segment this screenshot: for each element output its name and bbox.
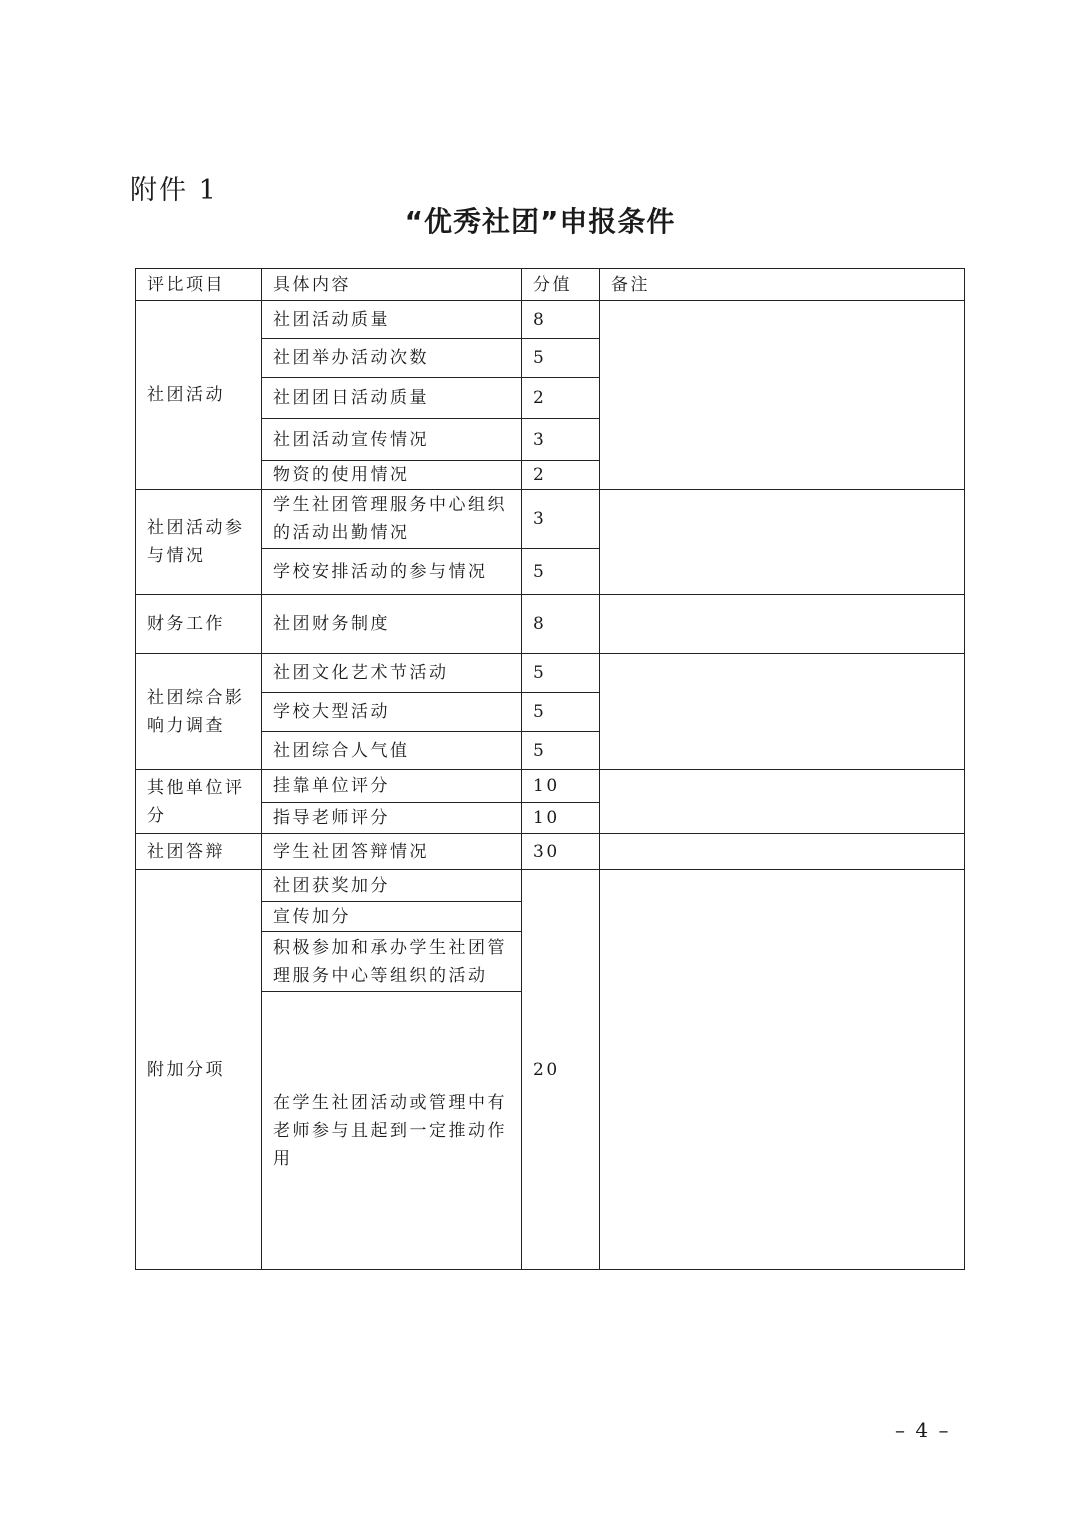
content-cell: 社团活动宣传情况 bbox=[262, 419, 522, 461]
score-cell: 5 bbox=[522, 654, 600, 693]
score-cell: 2 bbox=[522, 378, 600, 419]
score-cell: 20 bbox=[522, 870, 600, 1270]
table-row bbox=[136, 490, 965, 549]
content-cell: 学校安排活动的参与情况 bbox=[262, 549, 522, 595]
table-row bbox=[136, 595, 965, 654]
score-cell: 30 bbox=[522, 834, 600, 870]
content-cell: 学校大型活动 bbox=[262, 693, 522, 732]
remarks-cell bbox=[600, 770, 965, 834]
table-row bbox=[136, 654, 965, 693]
category-cell: 社团活动参与情况 bbox=[136, 490, 262, 595]
header-category: 评比项目 bbox=[136, 269, 262, 301]
content-cell: 社团活动质量 bbox=[262, 301, 522, 339]
content-cell: 宣传加分 bbox=[262, 902, 522, 932]
remarks-cell bbox=[600, 870, 965, 1270]
content-cell: 社团文化艺术节活动 bbox=[262, 654, 522, 693]
content-cell: 社团财务制度 bbox=[262, 595, 522, 654]
category-cell: 财务工作 bbox=[136, 595, 262, 654]
remarks-cell bbox=[600, 595, 965, 654]
category-cell: 社团综合影响力调查 bbox=[136, 654, 262, 770]
attachment-label: 附件 1 bbox=[130, 175, 218, 206]
page-number: – 4 – bbox=[895, 1418, 951, 1442]
score-cell: 5 bbox=[522, 693, 600, 732]
header-score: 分值 bbox=[522, 269, 600, 301]
content-cell: 物资的使用情况 bbox=[262, 461, 522, 490]
score-cell: 5 bbox=[522, 732, 600, 770]
score-cell: 8 bbox=[522, 301, 600, 339]
score-cell: 10 bbox=[522, 803, 600, 834]
score-cell: 8 bbox=[522, 595, 600, 654]
content-cell: 社团举办活动次数 bbox=[262, 339, 522, 378]
content-cell: 学生社团管理服务中心组织的活动出勤情况 bbox=[262, 490, 522, 549]
content-cell: 社团综合人气值 bbox=[262, 732, 522, 770]
remarks-cell bbox=[600, 301, 965, 490]
content-cell: 社团团日活动质量 bbox=[262, 378, 522, 419]
content-cell: 指导老师评分 bbox=[262, 803, 522, 834]
score-cell: 3 bbox=[522, 419, 600, 461]
table-row bbox=[136, 301, 965, 339]
remarks-cell bbox=[600, 834, 965, 870]
score-cell: 5 bbox=[522, 339, 600, 378]
remarks-cell bbox=[600, 654, 965, 770]
table-row bbox=[136, 834, 965, 870]
content-cell: 学生社团答辩情况 bbox=[262, 834, 522, 870]
header-remarks: 备注 bbox=[600, 269, 965, 301]
table-row bbox=[136, 770, 965, 803]
criteria-table bbox=[135, 268, 965, 1270]
content-cell: 积极参加和承办学生社团管理服务中心等组织的活动 bbox=[262, 932, 522, 992]
table-header-row bbox=[136, 269, 965, 301]
score-cell: 3 bbox=[522, 490, 600, 549]
remarks-cell bbox=[600, 490, 965, 595]
content-cell: 挂靠单位评分 bbox=[262, 770, 522, 803]
score-cell: 5 bbox=[522, 549, 600, 595]
category-cell: 社团活动 bbox=[136, 301, 262, 490]
header-content: 具体内容 bbox=[262, 269, 522, 301]
page-title: “优秀社团”申报条件 bbox=[404, 205, 676, 238]
content-cell: 社团获奖加分 bbox=[262, 870, 522, 902]
score-cell: 10 bbox=[522, 770, 600, 803]
category-cell: 其他单位评 分 bbox=[136, 770, 262, 834]
content-cell: 在学生社团活动或管理中有老师参与且起到一定推动作用 bbox=[262, 992, 522, 1270]
table-row bbox=[136, 870, 965, 902]
category-cell: 附加分项 bbox=[136, 870, 262, 1270]
category-cell: 社团答辩 bbox=[136, 834, 262, 870]
score-cell: 2 bbox=[522, 461, 600, 490]
